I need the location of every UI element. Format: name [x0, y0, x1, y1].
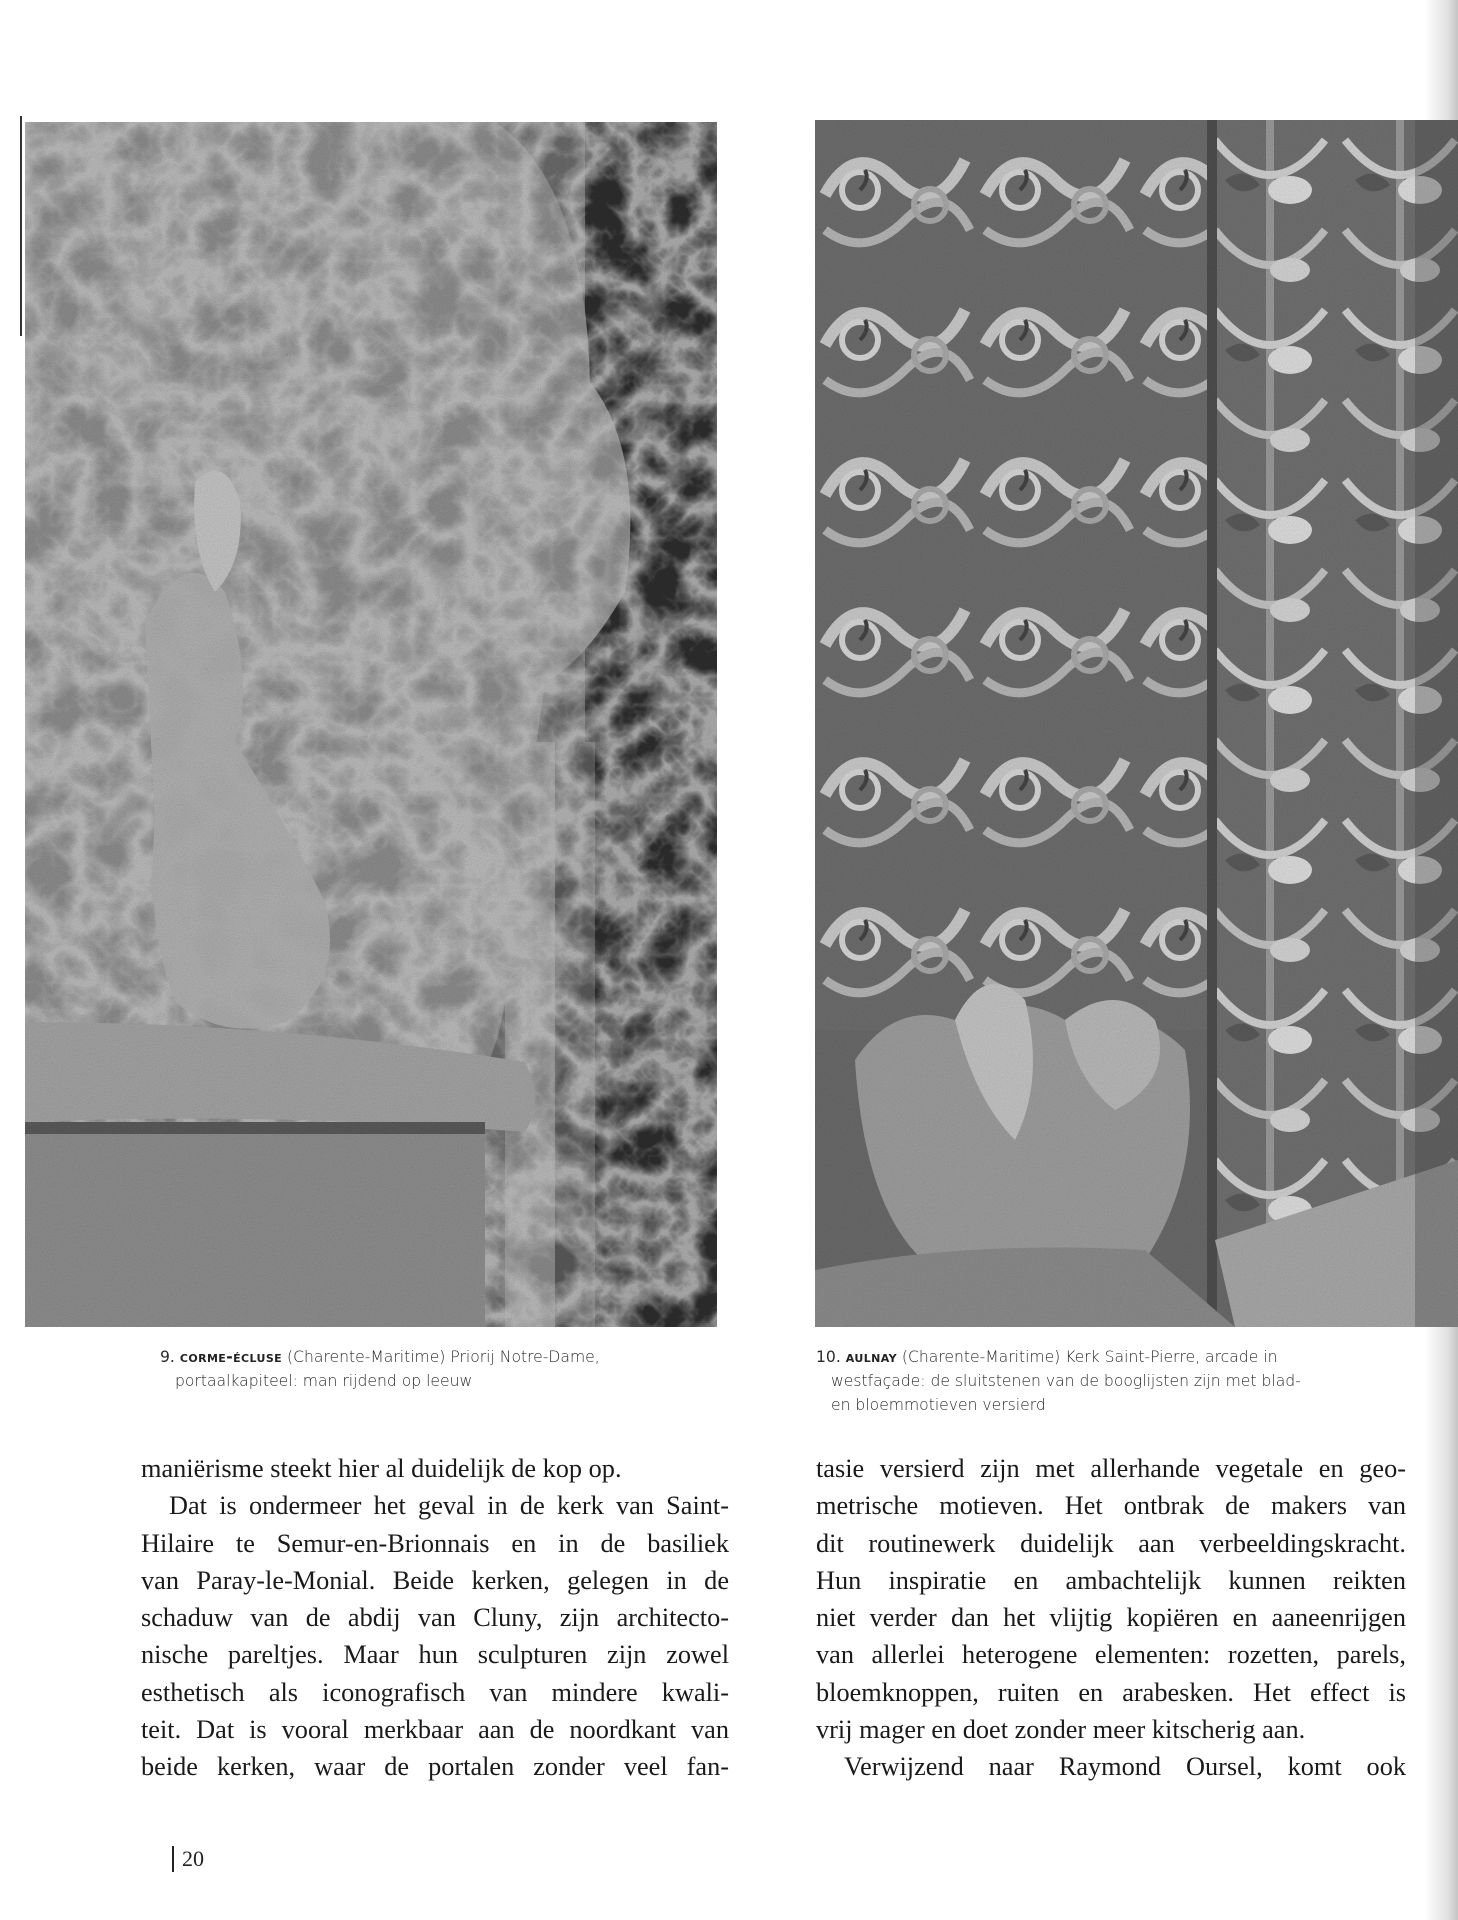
figure-10-arcade-sculpture — [815, 120, 1458, 1327]
page-number-text: 20 — [182, 1846, 204, 1871]
text-line: vrij mager en doet zonder meer kitscherig aan. — [816, 1715, 1306, 1745]
figure-number: 10. — [816, 1348, 841, 1366]
text-line: maniërisme steekt hier al duidelijk de kop op. — [141, 1454, 622, 1483]
figure-9-caption — [160, 1345, 720, 1393]
figure-10-photo — [815, 120, 1458, 1327]
caption-text: (Charente-Maritime) Kerk Saint-Pierre, arcade in — [901, 1348, 1278, 1366]
text-line: bloemknoppen, ruiten en arabesken. Het effect is — [816, 1677, 1406, 1707]
text-line: Hun inspiratie en ambachtelijk kunnen reikten — [816, 1565, 1406, 1595]
text-line: van Paray-le-Monial. Beide kerken, gelegen in de — [141, 1565, 729, 1595]
text-line: niet verder dan het vlijtig kopiëren en aaneenrijgen — [816, 1603, 1406, 1633]
figure-9-photo — [25, 122, 717, 1327]
figure-place: aulnay — [845, 1348, 897, 1366]
text-line: Verwijzend naar Raymond Oursel, komt ook — [844, 1752, 1406, 1782]
body-column-left — [141, 1450, 729, 1786]
text-line: beide kerken, waar de portalen zonder veel fan- — [141, 1752, 729, 1782]
text-line: teit. Dat is vooral merkbaar aan de noordkant van — [141, 1715, 729, 1745]
figure-number: 9. — [160, 1348, 175, 1366]
text-line: Dat is ondermeer het geval in de kerk van Saint- — [169, 1491, 729, 1521]
caption-text: en bloemmotieven versierd — [831, 1396, 1046, 1414]
caption-text: westfaçade: de sluitstenen van de booglijsten zijn met blad- — [831, 1372, 1301, 1390]
figure-place: corme-écluse — [179, 1348, 283, 1366]
page-number — [172, 1846, 204, 1872]
text-line: dit routinewerk duidelijk aan verbeeldingskracht. — [816, 1528, 1406, 1558]
text-line: nische pareltjes. Maar hun sculpturen zijn zowel — [141, 1640, 729, 1670]
text-line: Hilaire te Semur-en-Brionnais en in de basiliek — [141, 1528, 729, 1558]
caption-text: (Charente-Maritime) Priorij Notre-Dame, — [287, 1348, 600, 1366]
page-edge-line — [20, 116, 22, 336]
figure-9-capital-sculpture — [25, 122, 717, 1327]
caption-text: portaalkapiteel: man rijdend op leeuw — [175, 1372, 473, 1390]
body-column-right — [816, 1450, 1406, 1786]
text-line: esthetisch als iconografisch van mindere kwali- — [141, 1677, 729, 1707]
text-line: tasie versierd zijn met allerhande vegetale en geo- — [816, 1454, 1406, 1483]
text-line: metrische motieven. Het ontbrak de makers van — [816, 1491, 1406, 1521]
text-line: van allerlei heterogene elementen: rozetten, parels, — [816, 1640, 1406, 1670]
figure-10-caption — [816, 1345, 1376, 1417]
text-line: schaduw van de abdij van Cluny, zijn architecto- — [141, 1603, 729, 1633]
